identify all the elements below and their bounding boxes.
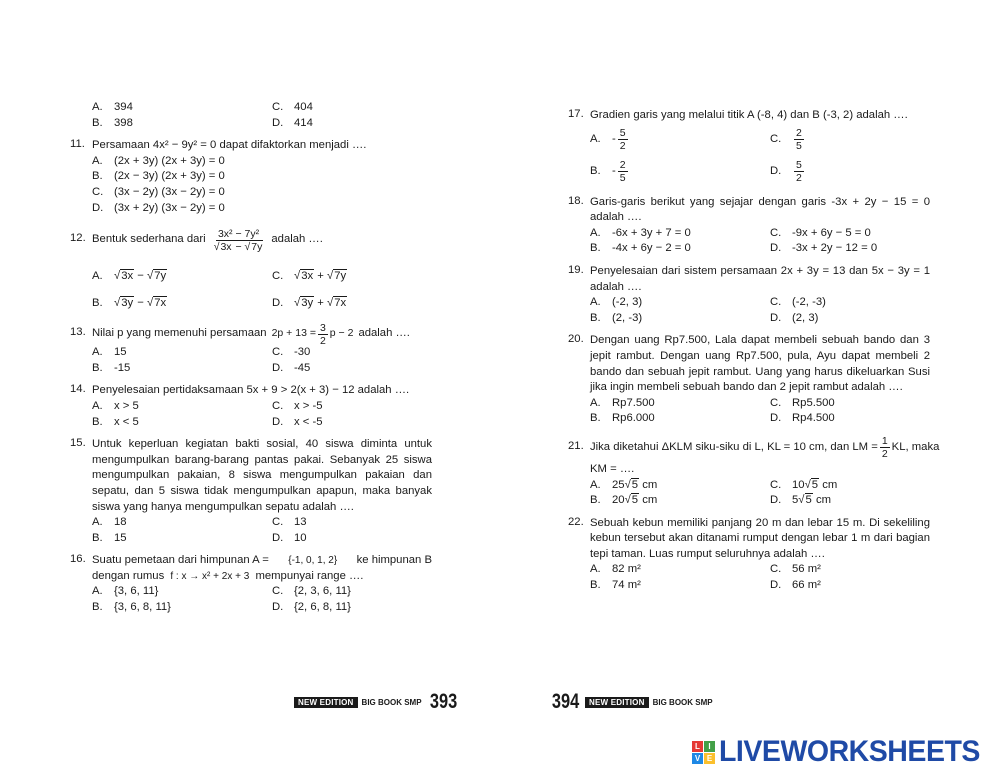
option-text: (2x − 3y) (2x + 3y) = 0: [114, 170, 225, 183]
mapping-formula: f : x → x² + 2x + 3: [170, 570, 250, 582]
q11-option-a[interactable]: [92, 154, 452, 170]
question-prefix: Nilai p yang memenuhi persamaan: [92, 327, 267, 340]
question-13: [70, 323, 432, 376]
option-letter: C.: [272, 585, 284, 598]
unit: cm: [815, 494, 831, 507]
q12-option-c[interactable]: [272, 263, 452, 290]
option-text: 25√5 cm: [612, 478, 658, 491]
option-letter: C.: [770, 478, 782, 491]
logo-tile: E: [704, 753, 715, 764]
question-text: [92, 223, 432, 257]
q10-option-a[interactable]: [92, 100, 272, 116]
question-text: [92, 553, 432, 584]
unit: cm: [642, 478, 658, 491]
option-letter: C.: [272, 269, 284, 282]
logo-tile: L: [692, 741, 703, 752]
q14-option-a[interactable]: [92, 399, 272, 415]
question-text: Dengan uang Rp7.500, Lala dapat membeli sebuah bando dan 3 jepit rambut. Dengan uang Rp7.500, pula, Ayu dapat membeli 2 bando dan sebuah jepit rambut. Uang yang harus dikeluarkan Susi jika ingin membeli sebuah bando dan 2 jepit rambut adalah ….: [590, 334, 930, 394]
q18-options: [590, 226, 930, 257]
option-text: √3x − √7y: [114, 269, 167, 282]
q12-option-d[interactable]: [272, 290, 452, 317]
liveworksheets-logo[interactable]: [692, 735, 994, 769]
option-letter: D.: [272, 361, 284, 374]
q11-option-d[interactable]: [92, 201, 452, 217]
option-letter: A.: [590, 478, 601, 491]
coefficient: 20: [612, 494, 625, 507]
question-suffix: adalah ….: [358, 327, 410, 340]
edition-badge: NEW EDITION: [585, 697, 649, 708]
q21-option-a[interactable]: [590, 478, 770, 494]
question-text: Penyelesaian pertidaksamaan 5x + 9 > 2(x + 3) − 12 adalah ….: [92, 384, 410, 397]
option-text: x < 5: [114, 415, 139, 428]
question-number: 13.: [70, 326, 86, 339]
radicand: 7x: [154, 296, 167, 309]
q21-option-d[interactable]: [770, 493, 950, 509]
radicand: 3x: [220, 240, 232, 253]
option-text: {2, 6, 8, 11}: [294, 601, 351, 614]
q22-option-b[interactable]: [590, 578, 770, 594]
question-number: 16.: [70, 553, 86, 566]
fraction-denominator: 5: [796, 140, 802, 153]
q16-options: [92, 584, 432, 615]
question-text: [92, 323, 432, 345]
q22-option-d[interactable]: [770, 578, 950, 594]
q19-option-a[interactable]: [590, 295, 770, 311]
option-letter: C.: [770, 132, 782, 145]
q10-option-c[interactable]: [272, 100, 452, 116]
option-text: 56 m²: [792, 563, 821, 576]
q17-option-a[interactable]: [590, 124, 770, 156]
option-letter: C.: [272, 346, 284, 359]
option-letter: B.: [590, 412, 601, 425]
question-11: [70, 138, 432, 216]
q14-option-b[interactable]: [92, 415, 272, 431]
fraction-denominator: 5: [619, 172, 626, 185]
q15-option-c[interactable]: [272, 515, 452, 531]
option-letter: A.: [92, 585, 103, 598]
question-line-1b: ke himpunan B: [356, 554, 432, 567]
q21-option-c[interactable]: [770, 478, 950, 494]
option-letter: D.: [272, 116, 284, 129]
question-19: [568, 264, 930, 326]
q10-options: [92, 100, 432, 131]
operator: −: [134, 296, 148, 309]
book-title: BIG BOOK SMP: [361, 697, 422, 707]
operator: −: [232, 240, 245, 253]
option-letter: D.: [272, 415, 284, 428]
coefficient: 5: [792, 494, 799, 507]
question-18: [568, 195, 930, 257]
coefficient: 25: [612, 478, 625, 491]
question-14: [70, 383, 432, 430]
option-text: Rp7.500: [612, 396, 655, 409]
option-letter: A.: [590, 296, 601, 309]
question-12: [70, 223, 432, 317]
option-text: -9x + 6y − 5 = 0: [792, 226, 871, 239]
q18-option-a[interactable]: [590, 226, 770, 242]
footer-right: [548, 690, 717, 714]
option-text: 414: [294, 116, 313, 129]
logo-tile: V: [692, 753, 703, 764]
q19-option-d[interactable]: [770, 311, 950, 327]
question-text: Garis-garis berikut yang sejajar dengan garis -3x + 2y − 15 = 0 adalah ….: [590, 195, 930, 224]
question-line-1a: Suatu pemetaan dari himpunan A =: [92, 554, 269, 567]
option-text: x < -5: [294, 415, 323, 428]
radicand: 5: [805, 494, 812, 507]
sign: -: [612, 132, 616, 145]
option-text: (2, -3): [612, 311, 643, 324]
q15-option-a[interactable]: [92, 515, 272, 531]
fraction-numerator: 5: [619, 127, 626, 140]
option-letter: B.: [92, 116, 103, 129]
option-text: 10: [294, 531, 307, 544]
fraction: [794, 127, 804, 152]
option-text: -45: [294, 361, 311, 374]
page-number: 394: [551, 690, 580, 713]
edition-badge: NEW EDITION: [294, 697, 358, 708]
option-letter: B.: [92, 601, 103, 614]
q10-option-b[interactable]: [92, 116, 272, 132]
q14-option-d[interactable]: [272, 415, 452, 431]
option-letter: D.: [770, 164, 782, 177]
fraction-denominator: 2: [619, 140, 626, 153]
radicand: 3y: [301, 296, 314, 309]
q20-option-c[interactable]: [770, 396, 950, 412]
q11-option-c[interactable]: [92, 185, 452, 201]
question-suffix: adalah ….: [271, 233, 323, 246]
option-letter: A.: [92, 101, 103, 113]
option-letter: A.: [92, 269, 103, 282]
option-letter: D.: [770, 412, 782, 425]
option-text: 398: [114, 116, 133, 129]
option-text: 15: [114, 531, 127, 544]
option-text: √3y − √7x: [114, 296, 167, 309]
option-text: -6x + 3y + 7 = 0: [612, 226, 691, 239]
fraction: [880, 435, 890, 460]
option-text: x > -5: [294, 399, 323, 412]
option-text: 20√5 cm: [612, 494, 658, 507]
question-number: 22.: [568, 515, 584, 528]
fraction-numerator: 5: [796, 159, 802, 172]
q13-option-c[interactable]: [272, 345, 452, 361]
question-number: 15.: [70, 437, 86, 450]
option-letter: C.: [770, 226, 782, 239]
logo-tile: I: [704, 741, 715, 752]
option-text: 18: [114, 516, 127, 529]
unit: cm: [822, 478, 838, 491]
option-letter: C.: [770, 396, 782, 409]
q11-options: [92, 154, 432, 216]
option-letter: B.: [92, 170, 103, 183]
fraction-denominator: 2: [796, 172, 802, 185]
q22-options: [590, 562, 930, 593]
option-text: (3x − 2y) (3x − 2y) = 0: [114, 185, 225, 198]
right-page: [568, 108, 940, 594]
q16-option-a[interactable]: [92, 584, 272, 600]
radicand: 3y: [121, 296, 134, 309]
option-letter: D.: [272, 531, 284, 544]
book-title: BIG BOOK SMP: [652, 697, 713, 707]
q10-option-d[interactable]: [272, 116, 452, 132]
option-letter: A.: [590, 563, 601, 576]
coefficient: 10: [792, 478, 805, 491]
q22-option-c[interactable]: [770, 562, 950, 578]
radicand: 3x: [121, 269, 134, 282]
radicand: 7x: [334, 296, 347, 309]
question-15: [70, 437, 432, 546]
option-letter: B.: [590, 311, 601, 324]
option-letter: C.: [770, 296, 782, 309]
option-letter: B.: [92, 296, 103, 309]
option-letter: D.: [770, 242, 782, 255]
option-text: -3x + 2y − 12 = 0: [792, 242, 878, 255]
q16-option-c[interactable]: [272, 584, 452, 600]
option-letter: C.: [92, 185, 104, 198]
logo-icon: [692, 741, 715, 764]
question-20: [568, 333, 930, 427]
question-text: [590, 434, 940, 478]
option-letter: D.: [770, 579, 782, 592]
option-text: {2, 3, 6, 11}: [294, 585, 351, 598]
unit: cm: [642, 494, 658, 507]
option-letter: C.: [272, 101, 284, 113]
radicand: 5: [631, 494, 639, 507]
option-text: 5√5 cm: [792, 494, 831, 507]
question-16: [70, 553, 432, 615]
q22-option-a[interactable]: [590, 562, 770, 578]
sign: -: [612, 164, 616, 177]
q14-options: [92, 399, 432, 430]
option-text: (2, 3): [792, 311, 819, 324]
option-text: √3y + √7x: [294, 296, 347, 309]
option-letter: B.: [590, 494, 601, 507]
q18-option-c[interactable]: [770, 226, 950, 242]
option-letter: D.: [272, 601, 284, 614]
fraction-denominator: 2: [881, 448, 888, 461]
fraction: [618, 127, 628, 152]
option-text: {3, 6, 11}: [114, 585, 159, 598]
option-letter: A.: [92, 154, 103, 167]
question-text: Untuk keperluan kegiatan bakti sosial, 40 siswa diminta untuk mengumpulkan barang-barang pantas pakai. Sebanyak 25 siswa mengumpulkan pakaian, 8 siswa mengumpulkan pakaian dan sepatu, dan 5 siswa tidak mengumpulkan apapun, maka banyak siswa yang hanya mengumpulkan sepatu adalah ….: [92, 438, 432, 513]
q15-option-d[interactable]: [272, 531, 452, 547]
option-letter: B.: [92, 531, 103, 544]
q17-options: [590, 124, 930, 188]
q13-option-a[interactable]: [92, 345, 272, 361]
question-number: 17.: [568, 108, 584, 120]
option-text: (3x + 2y) (3x − 2y) = 0: [114, 201, 225, 214]
operator: −: [134, 269, 148, 282]
page-number: 393: [429, 690, 457, 713]
option-letter: A.: [92, 399, 103, 412]
fraction-numerator: 3x² − 7y²: [217, 227, 260, 240]
option-text: 10√5 cm: [792, 478, 838, 491]
question-suffix: KL, maka: [891, 441, 940, 454]
option-letter: C.: [272, 516, 284, 529]
radicand: 7y: [154, 269, 167, 282]
q16-option-b[interactable]: [92, 600, 272, 616]
q20-option-d[interactable]: [770, 411, 950, 427]
question-line-2b: mempunyai range ….: [255, 569, 364, 582]
option-letter: B.: [92, 361, 103, 374]
option-letter: D.: [770, 311, 782, 324]
option-text: -15: [114, 361, 131, 374]
option-letter: C.: [770, 563, 782, 576]
option-text: 66 m²: [792, 579, 821, 592]
option-text: {3, 6, 8, 11}: [114, 601, 171, 614]
operator: +: [314, 296, 328, 309]
option-letter: D.: [92, 201, 104, 214]
q12-option-b[interactable]: [92, 290, 272, 317]
left-page: [70, 100, 432, 616]
logo-text: LIVEWORKSHEETS: [719, 735, 980, 768]
fraction-numerator: 1: [881, 435, 888, 448]
radicand: 5: [631, 478, 639, 491]
q19-option-b[interactable]: [590, 311, 770, 327]
question-number: 18.: [568, 194, 584, 207]
option-text: -4x + 6y − 2 = 0: [612, 242, 691, 255]
q13-option-b[interactable]: [92, 361, 272, 377]
question-text: Persamaan 4x² − 9y² = 0 dapat difaktorkan menjadi ….: [92, 139, 367, 152]
option-text: 15: [114, 346, 127, 359]
option-letter: D.: [770, 494, 782, 507]
fraction-numerator: 2: [619, 159, 626, 172]
question-line-2: KM = ….: [590, 462, 635, 475]
set-domain: {-1, 0, 1, 2}: [288, 555, 338, 567]
option-letter: A.: [590, 132, 601, 145]
q11-option-b[interactable]: [92, 169, 452, 185]
fraction-numerator: 2: [796, 127, 802, 140]
q18-option-b[interactable]: [590, 241, 770, 257]
option-text: (-2, -3): [792, 296, 826, 309]
option-text: Rp6.000: [612, 412, 655, 425]
option-letter: B.: [590, 164, 601, 177]
option-text: (-2, 3): [612, 296, 643, 309]
fraction-denominator: √3x − √7y: [213, 240, 263, 253]
q17-option-d[interactable]: [770, 156, 950, 188]
equation-right: p − 2: [329, 327, 354, 340]
q15-option-b[interactable]: [92, 531, 272, 547]
question-17: [568, 108, 930, 188]
fraction-denominator: 2: [319, 334, 326, 347]
option-letter: C.: [272, 399, 284, 412]
q12-options: [92, 263, 432, 317]
option-letter: D.: [272, 296, 284, 309]
option-text: 74 m²: [612, 579, 641, 592]
q21-option-b[interactable]: [590, 493, 770, 509]
option-letter: A.: [590, 226, 601, 239]
equation-left: 2p + 13 =: [271, 327, 316, 340]
fraction: [318, 322, 328, 347]
q15-options: [92, 515, 432, 546]
question-22: [568, 516, 930, 594]
q21-options: [590, 478, 930, 509]
option-letter: B.: [92, 415, 103, 428]
option-text: Rp4.500: [792, 412, 835, 425]
question-number: 14.: [70, 383, 86, 396]
question-number: 12.: [70, 232, 86, 245]
fraction: [212, 228, 266, 253]
q13-options: [92, 345, 432, 376]
question-line-2a: dengan rumus: [92, 569, 165, 582]
footer-left: [294, 690, 461, 714]
radicand: 3x: [301, 269, 314, 282]
question-number: 21.: [568, 439, 584, 452]
question-prefix: Jika diketahui ΔKLM siku-siku di L, KL = 10 cm, dan LM =: [590, 441, 878, 454]
q16-option-d[interactable]: [272, 600, 452, 616]
fraction: [618, 159, 628, 184]
option-text: 394: [114, 101, 133, 113]
option-letter: A.: [92, 346, 103, 359]
option-text: -30: [294, 346, 311, 359]
option-text: x > 5: [114, 399, 139, 412]
option-text: (2x + 3y) (2x + 3y) = 0: [114, 154, 225, 167]
radicand: 5: [811, 478, 819, 491]
q17-option-c[interactable]: [770, 124, 950, 156]
question-number: 19.: [568, 263, 584, 276]
question-text: Sebuah kebun memiliki panjang 20 m dan lebar 15 m. Di sekeliling kebun tersebut akan ditanami rumput dengan lebar 1 m dari bagian tepi taman. Luas rumput seluruhnya adalah ….: [590, 516, 930, 560]
question-text: Gradien garis yang melalui titik A (-8, 4) dan B (-3, 2) adalah ….: [590, 109, 908, 121]
option-text: Rp5.500: [792, 396, 835, 409]
question-number: 11.: [70, 138, 85, 151]
q19-options: [590, 295, 930, 326]
fraction: [794, 159, 804, 184]
operator: +: [314, 269, 328, 282]
question-number: 20.: [568, 333, 584, 346]
question-21: [568, 434, 940, 509]
q18-option-d[interactable]: [770, 241, 950, 257]
option-text: √3x + √7y: [294, 269, 347, 282]
q12-option-a[interactable]: [92, 263, 272, 290]
option-text: 82 m²: [612, 563, 641, 576]
q20-option-a[interactable]: [590, 396, 770, 412]
option-letter: B.: [590, 579, 601, 592]
q14-option-c[interactable]: [272, 399, 452, 415]
q13-option-d[interactable]: [272, 361, 452, 377]
question-text: Penyelesaian dari sistem persamaan 2x + 3y = 13 dan 5x − 3y = 1 adalah ….: [590, 264, 930, 293]
q17-option-b[interactable]: [590, 156, 770, 188]
option-letter: A.: [92, 516, 103, 529]
option-letter: B.: [590, 242, 601, 255]
q20-options: [590, 396, 930, 427]
question-prefix: Bentuk sederhana dari: [92, 233, 206, 246]
option-text: 13: [294, 516, 307, 529]
radicand: 7y: [251, 240, 263, 253]
q19-option-c[interactable]: [770, 295, 950, 311]
option-text: 404: [294, 101, 313, 113]
fraction-numerator: 3: [319, 321, 326, 334]
radicand: 7y: [334, 269, 347, 282]
q20-option-b[interactable]: [590, 411, 770, 427]
option-letter: A.: [590, 396, 601, 409]
